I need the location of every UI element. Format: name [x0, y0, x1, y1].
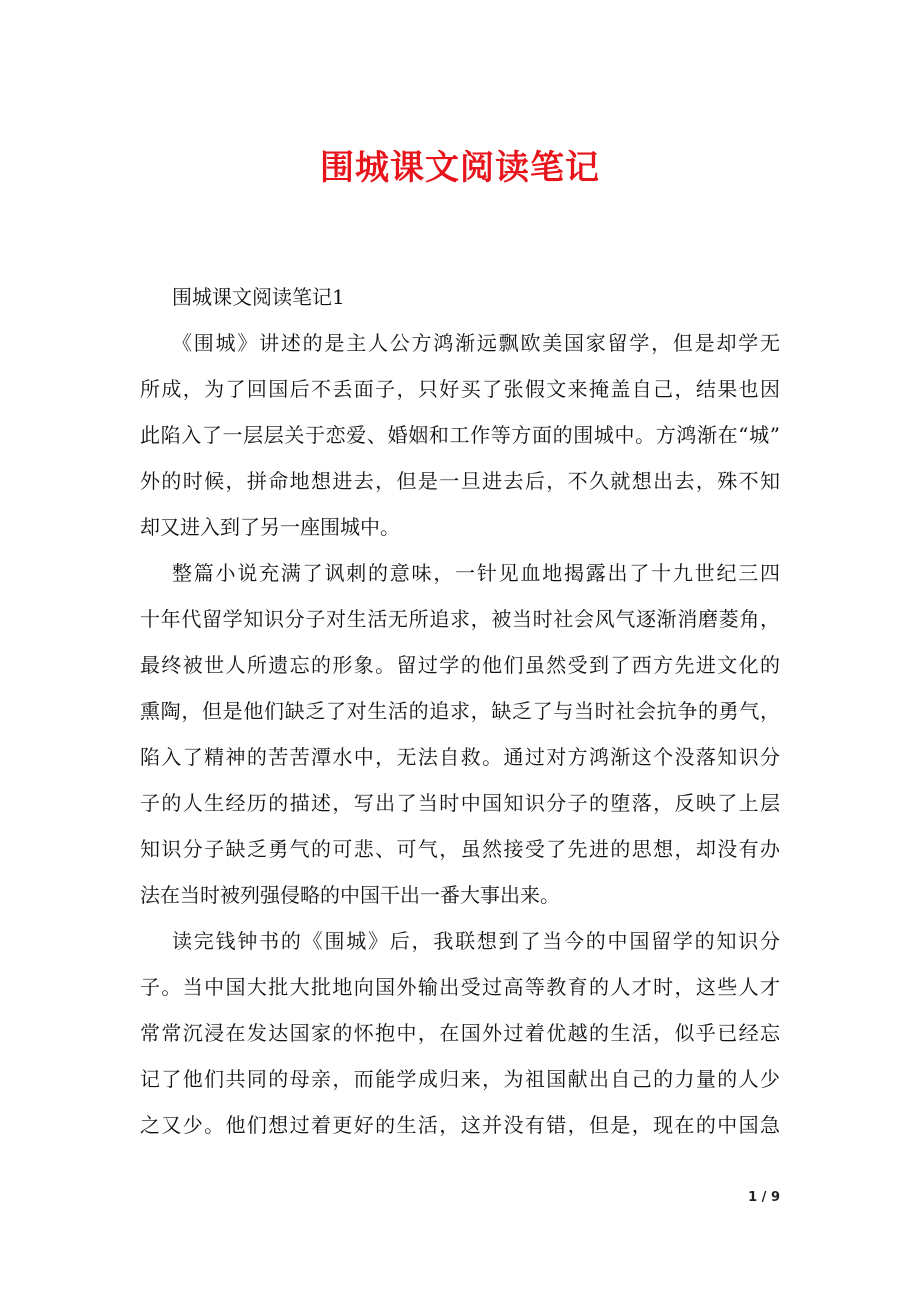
text-line: 陷入了精神的苦苦潭水中，无法自救。通过对方鸿渐这个没落知识分 — [140, 745, 780, 769]
paragraph — [140, 918, 780, 1148]
text-line: 十年代留学知识分子对生活无所追求，被当时社会风气逐渐消磨菱角， — [140, 607, 780, 631]
text-line: 《围城》讲述的是主人公方鸿渐远飘欧美国家留学，但是却学无 — [172, 331, 780, 355]
text-line: 此陷入了一层层关于恋爱、婚姻和工作等方面的围城中。方鸿渐在“城” — [140, 423, 780, 447]
text-line: 子的人生经历的描述，写出了当时中国知识分子的堕落，反映了上层 — [140, 791, 780, 815]
text-line: 却又进入到了另一座围城中。 — [140, 515, 400, 539]
text-line: 读完钱钟书的《围城》后，我联想到了当今的中国留学的知识分 — [172, 929, 780, 953]
text-line: 法在当时被列强侵略的中国干出一番大事出来。 — [140, 883, 560, 907]
text-line: 记了他们共同的母亲，而能学成归来，为祖国献出自己的力量的人少 — [140, 1067, 780, 1091]
section-heading: 围城课文阅读笔记1 — [172, 285, 345, 309]
text-line: 最终被世人所遗忘的形象。留过学的他们虽然受到了西方先进文化的 — [140, 653, 780, 677]
paragraph — [140, 550, 780, 918]
text-line: 熏陶，但是他们缺乏了对生活的追求，缺乏了与当时社会抗争的勇气， — [140, 699, 780, 723]
document-body — [140, 274, 780, 1148]
text-line: 外的时候，拼命地想进去，但是一旦进去后，不久就想出去，殊不知 — [140, 469, 780, 493]
page-number: 1 / 9 — [748, 1190, 780, 1205]
document-title: 围城课文阅读笔记 — [320, 148, 600, 188]
text-line: 所成，为了回国后不丢面子，只好买了张假文来掩盖自己，结果也因 — [140, 377, 780, 401]
paragraph — [140, 320, 780, 550]
text-line: 整篇小说充满了讽刺的意味，一针见血地揭露出了十九世纪三四 — [172, 561, 780, 585]
text-line: 知识分子缺乏勇气的可悲、可气，虽然接受了先进的思想，却没有办 — [140, 837, 780, 861]
text-line: 之又少。他们想过着更好的生活，这并没有错，但是，现在的中国急 — [140, 1113, 780, 1137]
text-line: 常常沉浸在发达国家的怀抱中，在国外过着优越的生活，似乎已经忘 — [140, 1021, 780, 1045]
text-line: 子。当中国大批大批地向国外输出受过高等教育的人才时，这些人才 — [140, 975, 780, 999]
